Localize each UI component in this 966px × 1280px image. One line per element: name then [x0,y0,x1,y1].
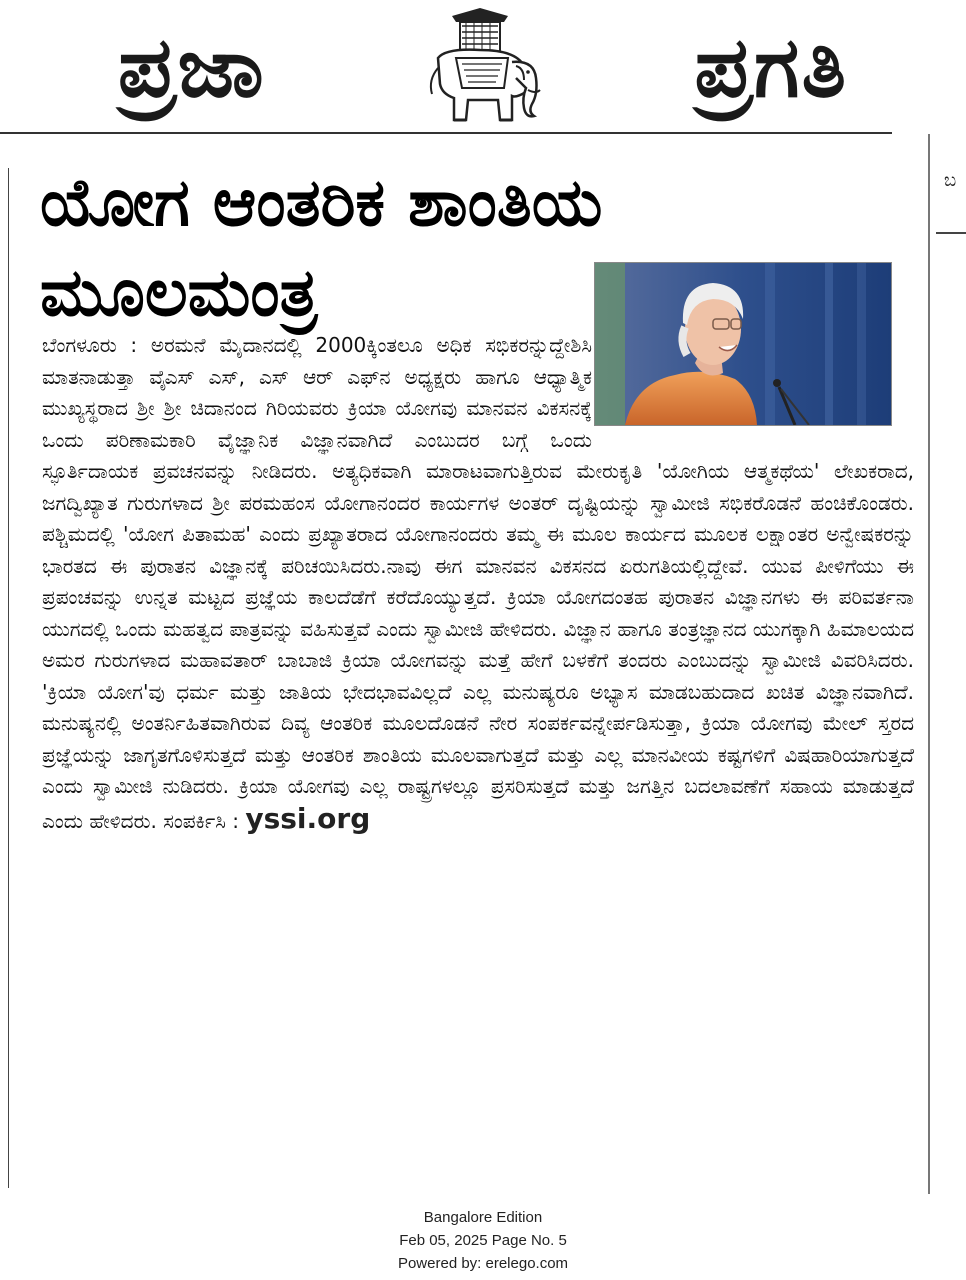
elephant-emblem-icon [416,8,544,126]
adjacent-column-fragment: ಬ [944,170,957,191]
article-body [42,330,914,837]
photo-wrap-spacer [592,330,914,440]
masthead-left-word: ಪ್ರಜಾ [118,18,266,116]
masthead-divider [0,132,892,134]
edition-label: Bangalore Edition [423,1209,543,1226]
contact-link[interactable]: yssi.org [245,801,371,835]
adjacent-column-rule [936,232,966,234]
page-footer [0,1206,966,1275]
powered-by-label: Powered by: erelego.com [397,1255,569,1272]
left-column-rule [8,168,9,1188]
article-headline: ಯೋಗ ಆಂತರಿಕ ಶಾಂತಿಯ ಮೂಲಮಂತ್ರ [40,164,603,331]
masthead-right-word: ಪ್ರಗತಿ [694,18,848,116]
masthead [118,8,848,126]
column-divider [928,134,930,1194]
date-page-label: Feb 05, 2025 Page No. 5 [399,1232,567,1249]
article-body-text: ಬೆಂಗಳೂರು : ಅರಮನೆ ಮೈದಾನದಲ್ಲಿ 2000ಕ್ಕಿಂತಲೂ ಅಧಿಕ ಸಭಿಕರನ್ನುದ್ದೇಶಿಸಿ ಮಾತನಾಡುತ್ತಾ ವೈಎಸ್ ಎಸ್, ಎಸ್ ಆರ್ ಎಫ್‌ನ ಅಧ್ಯಕ್ಷರು ಹಾಗೂ ಆಧ್ಯಾತ್ಮಿಕ ಮುಖ್ಯಸ್ಥರಾದ ಶ್ರೀ ಶ್ರೀ ಚಿದಾನಂದ ಗಿರಿಯವರು ಕ್ರಿಯಾ ಯೋಗವು ಮಾನವನ ವಿಕಸನಕ್ಕೆ ಒಂದು ಪರಿಣಾಮಕಾರಿ ವೈಜ್ಞಾನಿಕ ವಿಜ್ಞಾನವಾಗಿದೆ ಎಂಬುದರ ಬಗ್ಗೆ ಒಂದು ಸ್ಫೂರ್ತಿದಾಯಕ ಪ್ರವಚನವನ್ನು ನೀಡಿದರು. ಅತ್ಯಧಿಕವಾಗಿ ಮಾರಾಟವಾಗುತ್ತಿರುವ ಮೇರುಕೃತಿ 'ಯೋಗಿಯ ಆತ್ಮಕಥೆಯ' ಲೇಖಕರಾದ, ಜಗದ್ವಿಖ್ಯಾತ ಗುರುಗಳಾದ ಶ್ರೀ ಪರಮಹಂಸ ಯೋಗಾನಂದರ ಕಾರ್ಯಗಳ ಅಂತರ್ ದೃಷ್ಟಿಯನ್ನು ಸ್ವಾಮೀಜಿ ಸಭಿಕರೊಡನೆ ಹಂಚಿಕೊಂಡರು. ಪಶ್ಚಿಮದಲ್ಲಿ 'ಯೋಗ ಪಿತಾಮಹ' ಎಂದು ಪ್ರಖ್ಯಾತರಾದ ಯೋಗಾನಂದರು ತಮ್ಮ ಈ ಮೂಲ ಕಾರ್ಯದ ಮೂಲಕ ಲಕ್ಷಾಂತರ ಅನ್ವೇಷಕರನ್ನು ಭಾರತದ ಈ ಪುರಾತನ ವಿಜ್ಞಾನಕ್ಕೆ ಪರಿಚಯಿಸಿದರು.ನಾವು ಈಗ ಮಾನವನ ವಿಕಸನದ ಏರುಗತಿಯಲ್ಲಿದ್ದೇವೆ. ಯುವ ಪೀಳಿಗೆಯು ಈ ಪ್ರಪಂಚವನ್ನು ಉನ್ನತ ಮಟ್ಟದ ಪ್ರಜ್ಞೆಯ ಕಾಲದೆಡೆಗೆ ಕರೆದೊಯ್ಯುತ್ತದೆ. ಕ್ರಿಯಾ ಯೋಗದಂತಹ ಪುರಾತನ ವಿಜ್ಞಾನಗಳು ಈ ಪರಿವರ್ತನಾ ಯುಗದಲ್ಲಿ ಒಂದು ಮಹತ್ವದ ಪಾತ್ರವನ್ನು ವಹಿಸುತ್ತವೆ ಎಂದು ಸ್ವಾಮೀಜಿ ಹೇಳಿದರು. ವಿಜ್ಞಾನ ಹಾಗೂ ತಂತ್ರಜ್ಞಾನದ ಯುಗಕ್ಕಾಗಿ ಹಿಮಾಲಯದ ಅಮರ ಗುರುಗಳಾದ ಮಹಾವತಾರ್ ಬಾಬಾಜಿ ಕ್ರಿಯಾ ಯೋಗವನ್ನು ಮತ್ತೆ ಹೇಗೆ ಬಳಕೆಗೆ ತಂದರು ಎಂಬುದನ್ನು ಸ್ವಾಮೀಜಿ ವಿವರಿಸಿದರು. 'ಕ್ರಿಯಾ ಯೋಗ'ವು ಧರ್ಮ ಮತ್ತು ಜಾತಿಯ ಭೇದಭಾವವಿಲ್ಲದೆ ಎಲ್ಲ ಮನುಷ್ಯರೂ ಅಭ್ಯಾಸ ಮಾಡಬಹುದಾದ ಖಚಿತ ವಿಜ್ಞಾನವಾಗಿದೆ. ಮನುಷ್ಯನಲ್ಲಿ ಅಂತರ್ನಿಹಿತವಾಗಿರುವ ದಿವ್ಯ ಆಂತರಿಕ ಮೂಲದೊಡನೆ ನೇರ ಸಂಪರ್ಕವನ್ನೇರ್ಪಡಿಸುತ್ತಾ, ಕ್ರಿಯಾ ಯೋಗವು ಮೇಲ್ ಸ್ತರದ ಪ್ರಜ್ಞೆಯನ್ನು ಜಾಗೃತಗೊಳಿಸುತ್ತದೆ ಮತ್ತು ಆಂತರಿಕ ಶಾಂತಿಯ ಮೂಲವಾಗುತ್ತದೆ ಮತ್ತು ಎಲ್ಲ ಮಾನವೀಯ ಕಷ್ಟಗಳಿಗೆ ವಿಷಹಾರಿಯಾಗುತ್ತದೆ ಎಂದು ಸ್ವಾಮೀಜಿ ನುಡಿದರು. ಕ್ರಿಯಾ ಯೋಗವು ಎಲ್ಲ ರಾಷ್ಟ್ರಗಳಲ್ಲೂ ಪ್ರಸರಿಸುತ್ತದೆ ಮತ್ತು ಜಗತ್ತಿನ ಬದಲಾವಣೆಗೆ ಸಹಾಯ ಮಾಡುತ್ತದೆ ಎಂದು ಹೇಳಿದರು. ಸಂಪರ್ಕಿಸಿ : [42,333,914,833]
